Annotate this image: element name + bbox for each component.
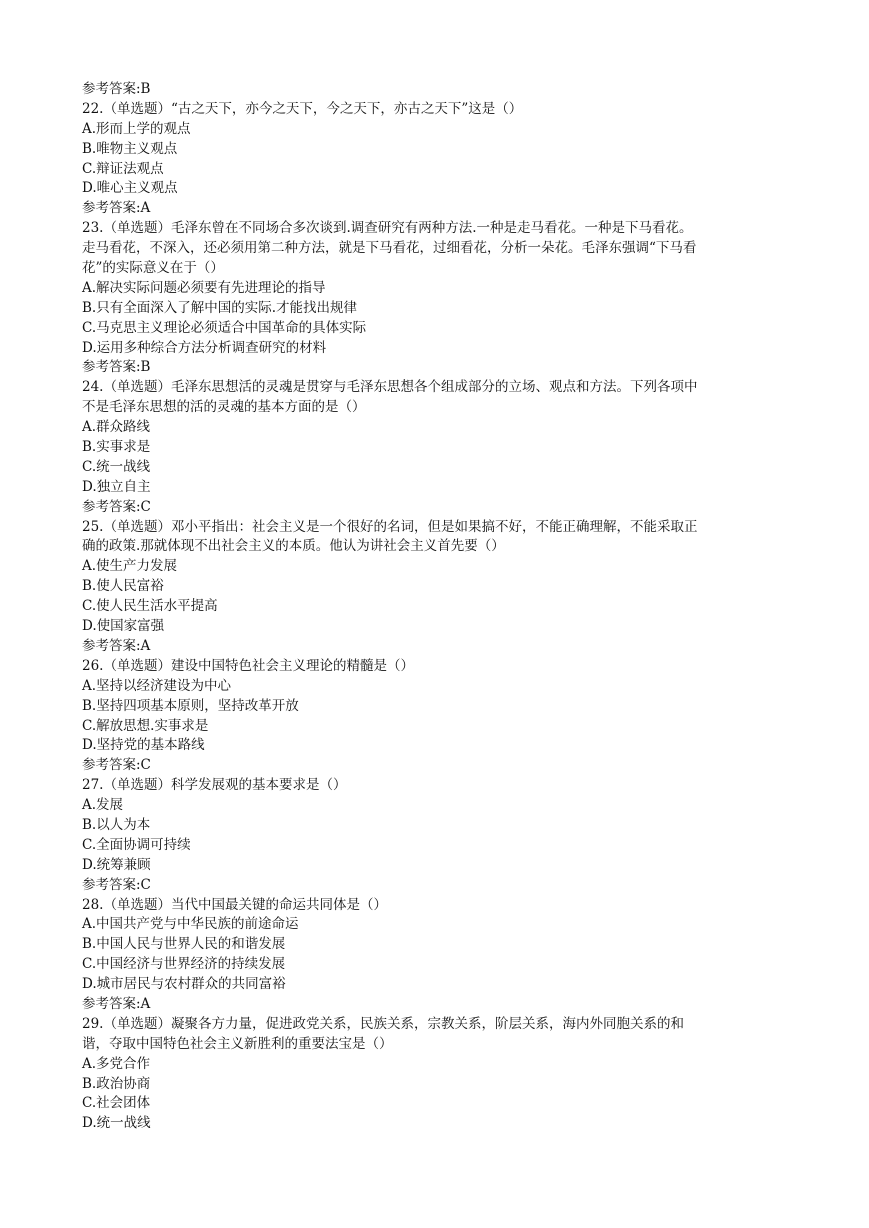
question-23-cont: 走马看花，不深入，还必须用第二种方法，就是下马看花，过细看花，分析一朵花。毛泽东强调“下马看 — [82, 240, 697, 257]
answer-line: 参考答案:B — [82, 81, 151, 97]
answer-line: 参考答案:C — [82, 876, 151, 893]
option-line: D.城市居民与农村群众的共同富裕 — [82, 976, 286, 993]
option-line: C.辩证法观点 — [82, 160, 164, 177]
question-25-cont: 确的政策.那就体现不出社会主义的本质。他认为讲社会主义首先要（） — [82, 538, 505, 555]
question-26: 26.（单选题）建设中国特色社会主义理论的精髓是（） — [82, 657, 414, 674]
option-line: D.坚持党的基本路线 — [82, 737, 205, 754]
option-line: A.多党合作 — [82, 1055, 151, 1072]
document-page — [82, 80, 802, 1134]
option-line: C.社会团体 — [82, 1095, 151, 1112]
option-line: B.中国人民与世界人民的和谐发展 — [82, 936, 286, 953]
option-line: C.中国经济与世界经济的持续发展 — [82, 956, 286, 973]
question-22: 22.（单选题）“古之天下，亦今之天下，今之天下，亦古之天下”这是（） — [82, 100, 523, 117]
question-25: 25.（单选题）邓小平指出：社会主义是一个很好的名词，但是如果搞不好，不能正确理解，不能采取正 — [82, 518, 698, 535]
option-line: D.统一战线 — [82, 1115, 151, 1132]
option-line: D.唯心主义观点 — [82, 180, 178, 197]
option-line: B.坚持四项基本原则，坚持改革开放 — [82, 697, 299, 714]
option-line: C.统一战线 — [82, 458, 151, 475]
question-23-cont: 花”的实际意义在于（） — [82, 260, 224, 277]
answer-line: 参考答案:C — [82, 498, 151, 515]
question-28: 28.（单选题）当代中国最关键的命运共同体是（） — [82, 896, 387, 913]
option-line: C.马克思主义理论必须适合中国革命的具体实际 — [82, 319, 367, 336]
option-line: D.使国家富强 — [82, 618, 165, 635]
option-line: C.全面协调可持续 — [82, 836, 191, 853]
option-line: A.发展 — [82, 797, 124, 814]
option-line: B.只有全面深入了解中国的实际.才能找出规律 — [82, 299, 358, 316]
question-29: 29.（单选题）凝聚各方力量，促进政党关系，民族关系，宗教关系，阶层关系，海内外同胞关系的和 — [82, 1015, 684, 1032]
answer-line: 参考答案:A — [82, 200, 151, 217]
option-line: D.运用多种综合方法分析调查研究的材料 — [82, 339, 327, 356]
option-line: B.使人民富裕 — [82, 578, 164, 595]
option-line: A.中国共产党与中华民族的前途命运 — [82, 916, 299, 933]
option-line: A.群众路线 — [82, 419, 151, 436]
option-line: A.坚持以经济建设为中心 — [82, 677, 232, 694]
option-line: A.形而上学的观点 — [82, 120, 191, 137]
option-line: D.独立自主 — [82, 478, 151, 495]
question-24: 24.（单选题）毛泽东思想活的灵魂是贯穿与毛泽东思想各个组成部分的立场、观点和方法。下列各项中 — [82, 379, 698, 396]
answer-line: 参考答案:C — [82, 757, 151, 774]
option-line: A.使生产力发展 — [82, 558, 178, 575]
question-23: 23.（单选题）毛泽东曾在不同场合多次谈到.调查研究有两种方法.一种是走马看花。一种是下马看花。 — [82, 220, 693, 237]
question-27: 27.（单选题）科学发展观的基本要求是（） — [82, 777, 347, 794]
answer-line: 参考答案:B — [82, 359, 151, 376]
question-24-cont: 不是毛泽东思想的活的灵魂的基本方面的是（） — [82, 399, 366, 416]
answer-line: 参考答案:A — [82, 637, 151, 654]
option-line: B.实事求是 — [82, 439, 151, 456]
option-line: B.唯物主义观点 — [82, 140, 178, 157]
option-line: D.统筹兼顾 — [82, 856, 151, 873]
option-line: B.政治协商 — [82, 1075, 151, 1092]
answer-line: 参考答案:A — [82, 995, 151, 1012]
option-line: C.使人民生活水平提高 — [82, 598, 218, 615]
option-line: B.以人为本 — [82, 816, 151, 833]
option-line: C.解放思想.实事求是 — [82, 717, 209, 734]
option-line: A.解决实际问题必须要有先进理论的指导 — [82, 279, 326, 296]
question-29-cont: 谐，夺取中国特色社会主义新胜利的重要法宝是（） — [82, 1035, 393, 1052]
